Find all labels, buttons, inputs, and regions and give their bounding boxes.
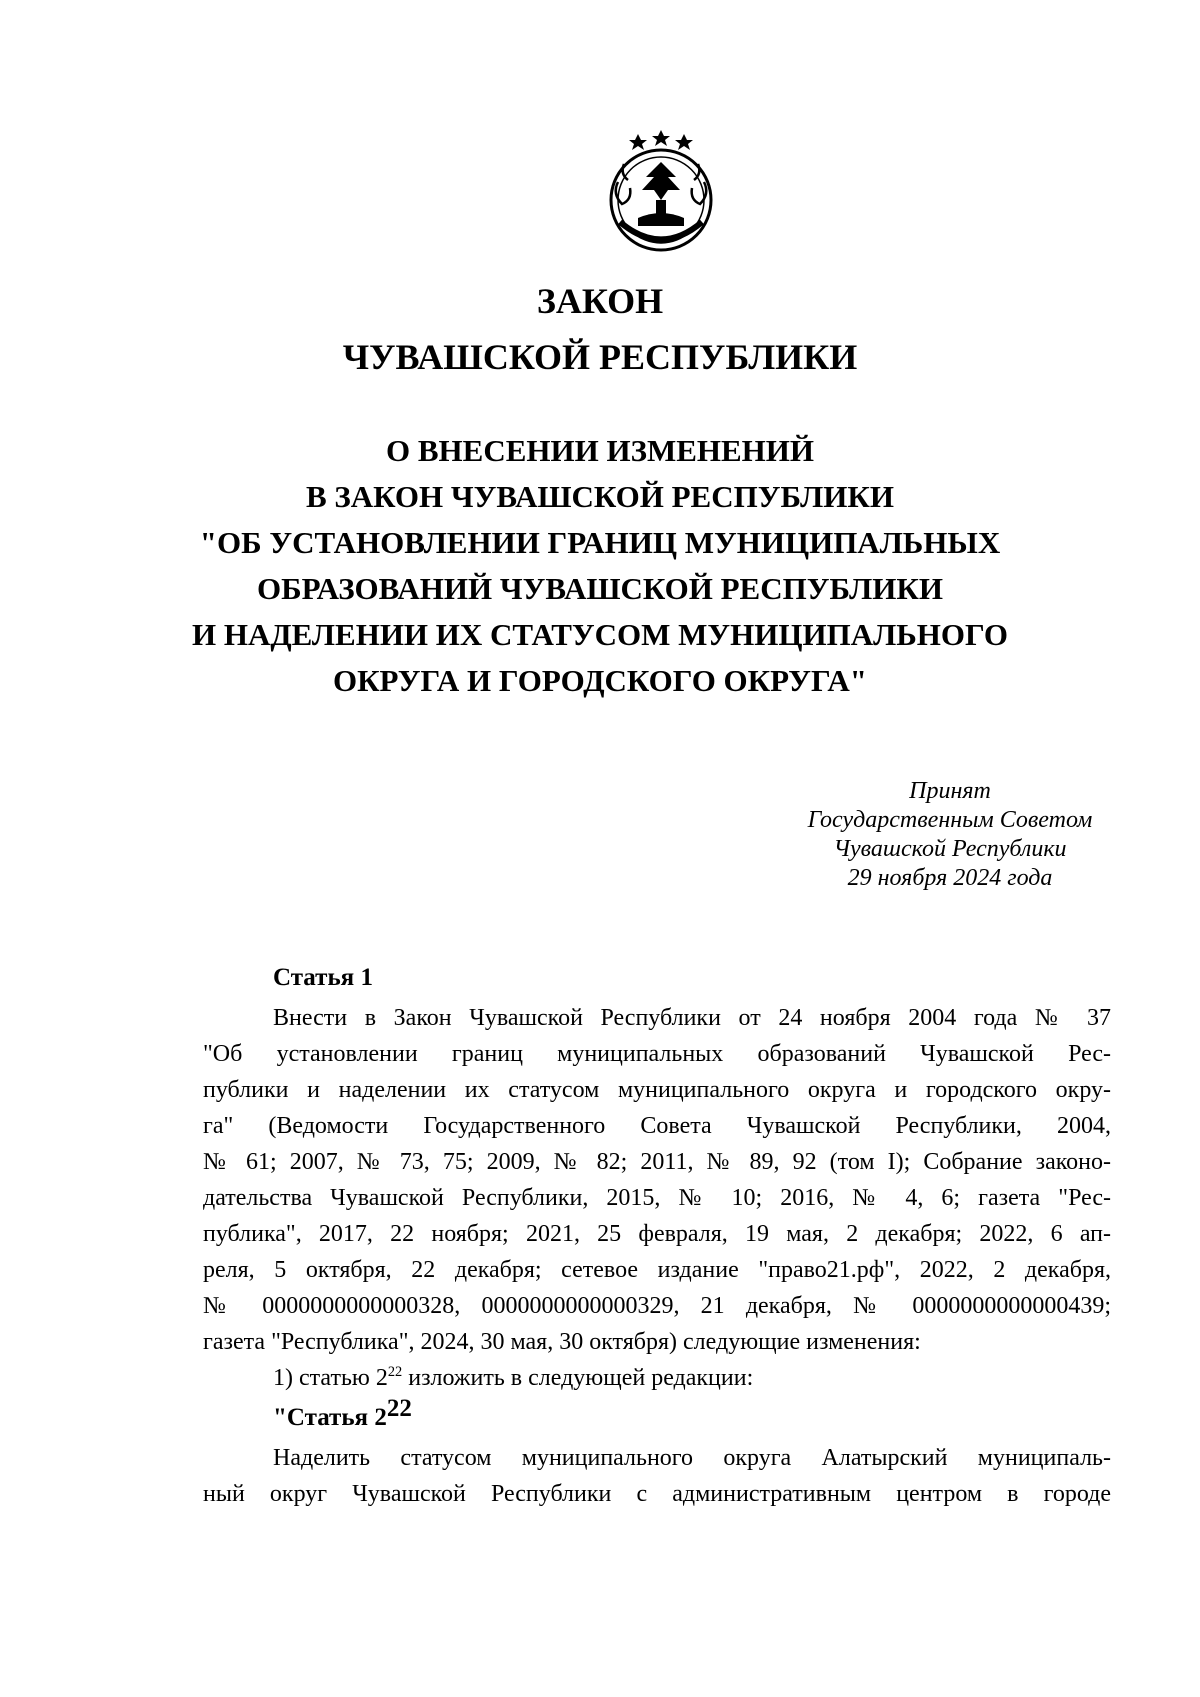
paragraph-line: публика", 2017, 22 ноября; 2021, 25 февраля, 19 мая, 2 декабря; 2022, 6 ап- xyxy=(203,1221,1111,1247)
adoption-line: Принят xyxy=(909,778,991,804)
quoted-article-heading xyxy=(203,1395,1111,1436)
paragraph-line: реля, 5 октября, 22 декабря; сетевое издание "право21.рф", 2022, 2 декабря, xyxy=(203,1257,1111,1283)
item-text-suffix: изложить в следующей редакции: xyxy=(402,1365,754,1391)
paragraph-line: № 0000000000000328, 0000000000000329, 21 декабря, № 0000000000000439; xyxy=(203,1293,1111,1319)
quoted-article-paragraph xyxy=(203,1440,1111,1512)
subject-line: И НАДЕЛЕНИИ ИХ СТАТУСОМ МУНИЦИПАЛЬНОГО xyxy=(191,617,1009,652)
paragraph-line: Внести в Закон Чувашской Республики от 24 ноября 2004 года № 37 xyxy=(273,1005,1111,1031)
adoption-date: 29 ноября 2024 года xyxy=(847,865,1053,891)
chuvash-republic-emblem-icon xyxy=(596,122,726,254)
adoption-note xyxy=(760,777,1140,893)
paragraph-line: дательства Чувашской Республики, 2015, № 10; 2016, № 4, 6; газета "Рес- xyxy=(203,1185,1111,1211)
law-subject xyxy=(0,428,1200,704)
subject-line: О ВНЕСЕНИИ ИЗМЕНЕНИЙ xyxy=(385,433,815,468)
article-paragraph xyxy=(203,1000,1111,1360)
adoption-line: Чувашской Республики xyxy=(833,836,1067,862)
subject-line: В ЗАКОН ЧУВАШСКОЙ РЕСПУБЛИКИ xyxy=(306,479,894,514)
paragraph-line: № 61; 2007, № 73, 75; 2009, № 82; 2011, № 89, 92 (том I); Собрание законо- xyxy=(203,1149,1111,1175)
adoption-line: Государственным Советом xyxy=(807,807,1093,833)
subject-line: ОБРАЗОВАНИЙ ЧУВАШСКОЙ РЕСПУБЛИКИ xyxy=(257,571,943,606)
paragraph-line: газета "Республика", 2024, 30 мая, 30 октября) следующие изменения: xyxy=(203,1329,921,1355)
paragraph-line: га" (Ведомости Государственного Совета Чувашской Республики, 2004, xyxy=(203,1113,1111,1139)
item-text-prefix: 1) статью 2 xyxy=(273,1365,388,1391)
quoted-heading-text: "Статья 2 xyxy=(273,1404,387,1431)
quoted-heading-superscript: 22 xyxy=(386,1395,412,1422)
paragraph-line: ный округ Чувашской Республики с административным центром в городе xyxy=(203,1481,1111,1507)
amendment-item-1 xyxy=(203,1360,1111,1396)
paragraph-line: Наделить статусом муниципального округа Алатырский муниципаль- xyxy=(273,1445,1111,1471)
law-region-title: ЧУВАШСКОЙ РЕСПУБЛИКИ xyxy=(342,337,858,377)
paragraph-line: "Об установлении границ муниципальных образований Чувашской Рес- xyxy=(203,1041,1111,1067)
subject-line: "ОБ УСТАНОВЛЕНИИ ГРАНИЦ МУНИЦИПАЛЬНЫХ xyxy=(199,525,1001,560)
subject-line: ОКРУГА И ГОРОДСКОГО ОКРУГА" xyxy=(332,663,868,698)
paragraph-line: публики и наделении их статусом муниципального округа и городского окру- xyxy=(203,1077,1111,1103)
article-1 xyxy=(203,964,1111,1512)
law-title: ЗАКОН xyxy=(536,281,664,321)
item-superscript: 22 xyxy=(387,1364,403,1380)
article-heading: Статья 1 xyxy=(273,964,373,991)
